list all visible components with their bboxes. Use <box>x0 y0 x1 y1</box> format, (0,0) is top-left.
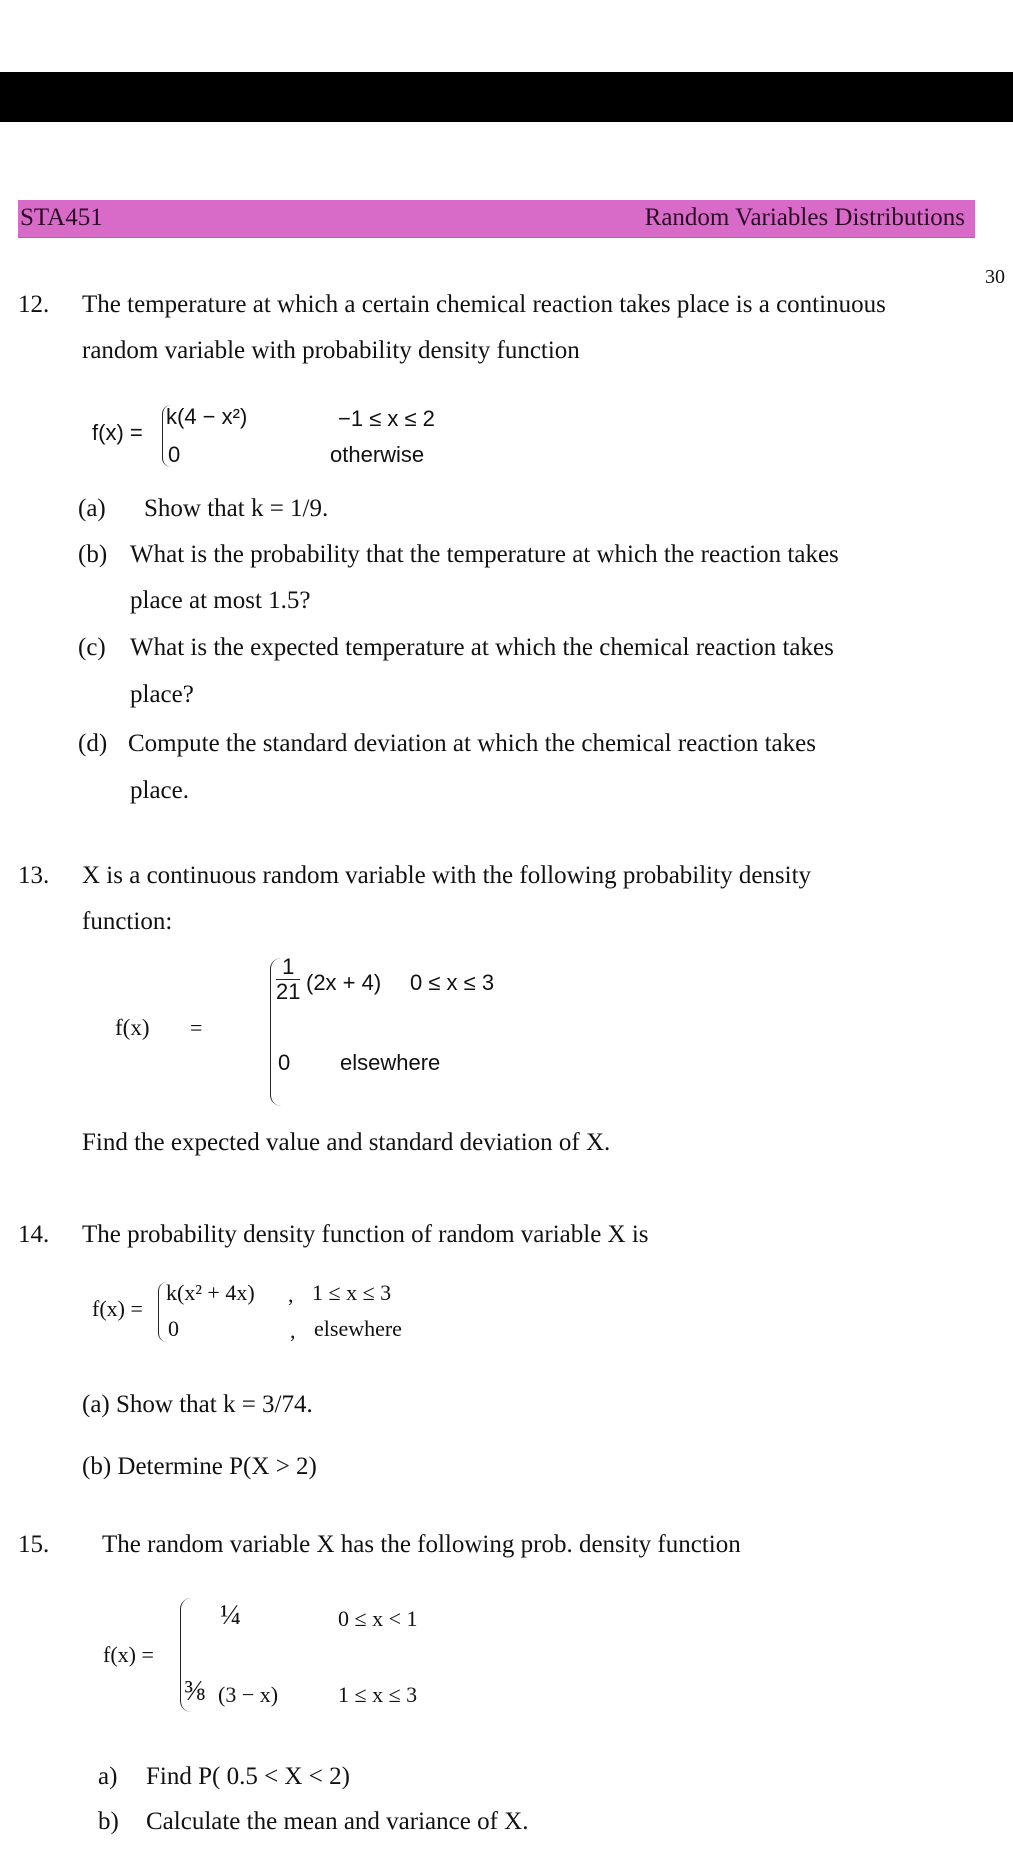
case-expression: k(4 − x²) <box>166 404 248 429</box>
function-lhs: f(x) = <box>103 1642 154 1667</box>
part-text: place. <box>130 777 189 804</box>
case-expression: 0 <box>168 442 181 467</box>
case-expression: 0 <box>168 1316 179 1341</box>
part-label: b) <box>98 1808 119 1835</box>
part-text: Calculate the mean and variance of X. <box>146 1808 529 1835</box>
function-lhs: f(x) = <box>92 1296 143 1321</box>
case-expression: (2x + 4) <box>306 970 382 995</box>
question-text: function: <box>82 908 173 935</box>
case-condition: elsewhere <box>314 1316 402 1341</box>
part-label: (d) <box>78 730 108 757</box>
part-text: (b) Determine P(X > 2) <box>82 1453 317 1480</box>
fraction: $\frac{1}{21}$ <box>276 954 301 1004</box>
part-text: Find P( 0.5 < X < 2) <box>146 1763 350 1790</box>
part-text: What is the probability that the temperature at which the reaction takes <box>130 541 839 568</box>
question-number: 15. <box>18 1531 50 1558</box>
question-text: X is a continuous random variable with the following probability density <box>82 862 812 889</box>
case-expression: 0 <box>278 1050 291 1075</box>
case-condition: 0 ≤ x < 1 <box>338 1606 418 1631</box>
case-condition: −1 ≤ x ≤ 2 <box>338 406 435 431</box>
case-condition: 1 ≤ x ≤ 3 <box>338 1682 418 1707</box>
question-number: 13. <box>18 862 50 889</box>
question-text: random variable with probability density function <box>82 337 580 364</box>
part-label: (c) <box>78 634 106 661</box>
part-label: (b) <box>78 541 108 568</box>
part-text: (a) Show that k = 3/74. <box>82 1391 313 1418</box>
equals-sign: = <box>190 1015 203 1040</box>
case-expression: k(x² + 4x) <box>166 1280 255 1305</box>
case-condition: 0 ≤ x ≤ 3 <box>410 970 495 995</box>
case-expression: ¼ <box>220 1600 241 1631</box>
part-label: a) <box>98 1763 118 1790</box>
question-number: 12. <box>18 291 50 318</box>
question-text: The temperature at which a certain chemical reaction takes place is a continuous <box>82 291 886 318</box>
case-fraction: ⅜ <box>184 1676 205 1707</box>
question-text: The probability density function of random variable X is <box>82 1221 649 1248</box>
top-black-bar <box>0 72 1013 122</box>
case-expression: (3 − x) <box>218 1682 279 1707</box>
question-text: Find the expected value and standard deviation of X. <box>82 1129 611 1156</box>
header-topic: Random Variables Distributions <box>644 204 965 231</box>
part-text: What is the expected temperature at which the chemical reaction takes <box>130 634 834 661</box>
part-text: place at most 1.5? <box>130 587 311 614</box>
part-text: Compute the standard deviation at which the chemical reaction takes <box>128 730 816 757</box>
question-number: 14. <box>18 1221 50 1248</box>
function-lhs: f(x) = <box>92 420 143 445</box>
page-header <box>18 200 975 238</box>
page-number: 30 <box>985 266 1005 288</box>
function-lhs: f(x) <box>115 1015 150 1040</box>
part-text: Show that k = 1/9. <box>144 495 329 522</box>
question-text: The random variable X has the following prob. density function <box>102 1531 741 1558</box>
course-code: STA451 <box>20 204 103 231</box>
separator: , <box>288 1282 294 1307</box>
case-condition: elsewhere <box>340 1050 441 1075</box>
separator: , <box>290 1318 296 1343</box>
part-text: place? <box>130 681 194 708</box>
part-label: (a) <box>78 495 106 522</box>
case-condition: 1 ≤ x ≤ 3 <box>312 1280 392 1305</box>
case-condition: otherwise <box>330 442 425 467</box>
